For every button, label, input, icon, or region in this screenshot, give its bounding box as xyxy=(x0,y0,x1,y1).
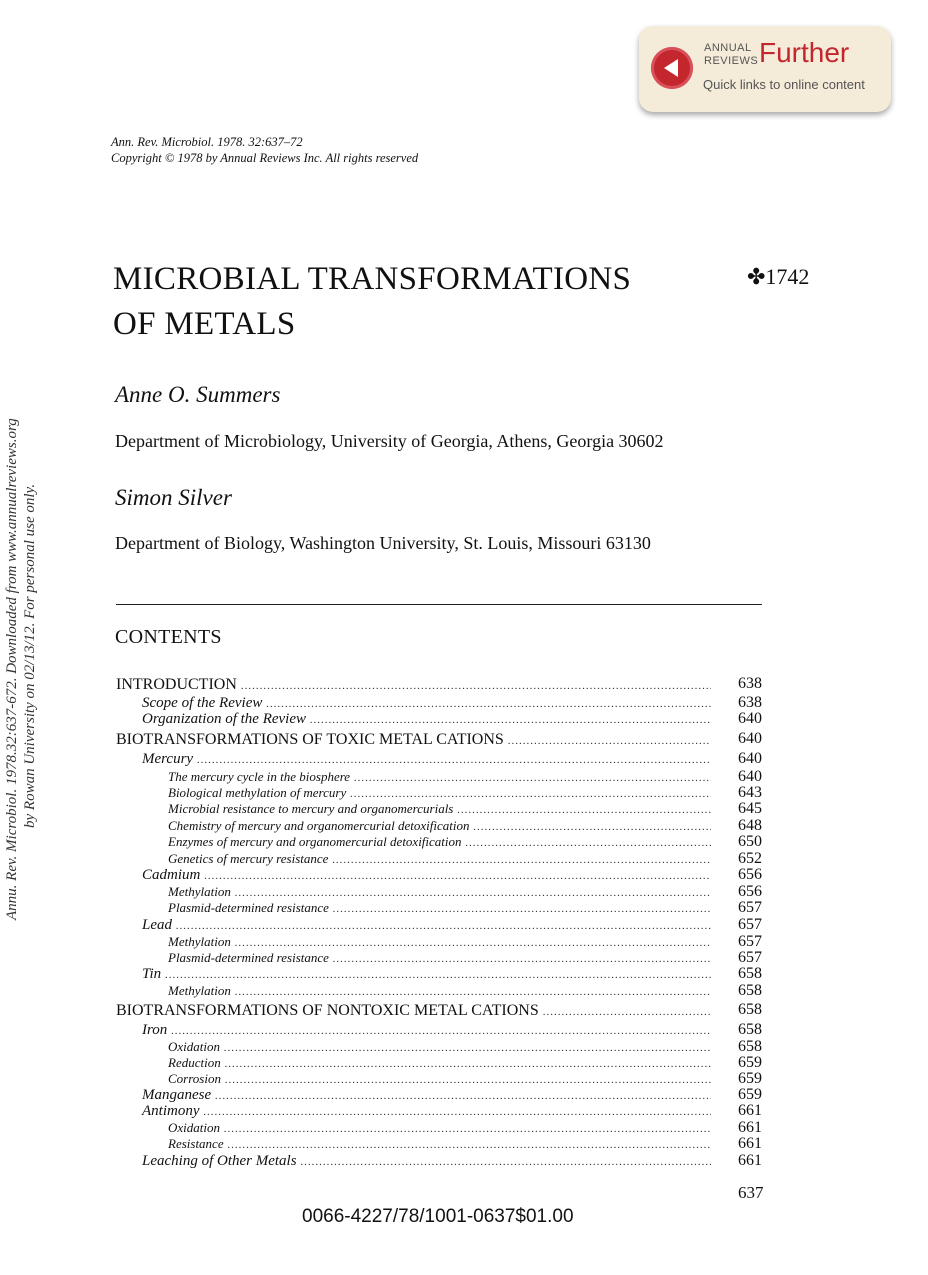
further-tagline: Quick links to online content xyxy=(703,77,865,92)
toc-leader-dots xyxy=(225,1059,711,1070)
toc-entry-title: Reduction xyxy=(168,1055,221,1070)
toc-entry xyxy=(142,1087,715,1104)
toc-entry xyxy=(168,1055,715,1071)
title-line1: MICROBIAL TRANSFORMATIONS xyxy=(113,261,632,297)
toc-entry-title: The mercury cycle in the biosphere xyxy=(168,769,351,784)
toc-page-number: 658 xyxy=(738,982,762,999)
toc-entry xyxy=(168,934,715,950)
contents-heading: CONTENTS xyxy=(115,626,222,648)
toc-leader-dots xyxy=(301,1157,711,1168)
citation-line1: Ann. Rev. Microbiol. 1978. 32:637–72 xyxy=(111,135,303,149)
toc-entry xyxy=(168,818,715,834)
toc-leader-dots xyxy=(508,736,711,747)
toc-page-number: 657 xyxy=(738,949,762,966)
toc-leader-dots xyxy=(197,755,711,766)
toc-entry xyxy=(142,917,715,934)
download-notice xyxy=(0,0,60,1275)
toc-leader-dots xyxy=(333,954,711,965)
toc-entry-title: Corrosion xyxy=(168,1071,221,1086)
issn-line: 0066-4227/78/1001-0637$01.00 xyxy=(302,1206,574,1227)
toc-entry-title: Manganese xyxy=(142,1087,212,1103)
toc-entry xyxy=(168,1136,715,1152)
toc-leader-dots xyxy=(235,888,711,899)
toc-entry-title: Methylation xyxy=(168,983,231,998)
toc-entry-title: Enzymes of mercury and organomercurial detoxification xyxy=(168,834,462,849)
toc-leader-dots xyxy=(224,1043,711,1054)
toc-entry-title: BIOTRANSFORMATIONS OF NONTOXIC METAL CATIONS xyxy=(116,1002,539,1019)
toc-page-number: 638 xyxy=(738,694,762,711)
toc-page-number: 659 xyxy=(738,1054,762,1071)
toc-entry-title: Oxidation xyxy=(168,1120,220,1135)
toc-page-number: 661 xyxy=(738,1119,762,1136)
toc-leader-dots xyxy=(310,715,711,726)
toc-page-number: 640 xyxy=(738,768,762,785)
toc-leader-dots xyxy=(241,681,711,692)
toc-page-number: 645 xyxy=(738,800,762,817)
toc-leader-dots xyxy=(225,1075,711,1086)
article-code: ✤1742 xyxy=(747,264,810,289)
toc-leader-dots xyxy=(473,822,711,833)
toc-entry xyxy=(142,1103,715,1120)
toc-page-number: 659 xyxy=(738,1086,762,1103)
further-label: Further xyxy=(759,37,850,68)
toc-entry xyxy=(142,751,715,768)
toc-leader-dots xyxy=(543,1007,711,1018)
toc-page-number: 661 xyxy=(738,1152,762,1169)
toc-entry xyxy=(142,966,715,983)
title-line2: OF METALS xyxy=(113,306,296,342)
toc-page-number: 658 xyxy=(738,1038,762,1055)
toc-entry-title: Plasmid-determined resistance xyxy=(168,900,329,915)
toc-leader-dots xyxy=(466,838,711,849)
toc-entry-title: Methylation xyxy=(168,884,231,899)
toc-page-number: 643 xyxy=(738,784,762,801)
author-name: Simon Silver xyxy=(115,485,232,510)
toc-page-number: 652 xyxy=(738,850,762,867)
toc-entry-title: Microbial resistance to mercury and organomercurials xyxy=(168,801,454,816)
toc-page-number: 657 xyxy=(738,916,762,933)
toc-entry xyxy=(168,769,715,785)
toc-entry xyxy=(168,1071,715,1087)
toc-entry-title: INTRODUCTION xyxy=(116,676,237,693)
toc-leader-dots xyxy=(457,805,711,816)
toc-entry xyxy=(168,834,715,850)
toc-entry-title: Oxidation xyxy=(168,1039,220,1054)
toc-leader-dots xyxy=(171,1026,711,1037)
toc-leader-dots xyxy=(235,987,711,998)
toc-entry xyxy=(142,695,715,712)
toc-page-number: 656 xyxy=(738,883,762,900)
toc-entry xyxy=(168,1120,715,1136)
toc-entry-title: Organization of the Review xyxy=(142,711,307,727)
toc-leader-dots xyxy=(354,773,711,784)
toc-entry xyxy=(168,983,715,999)
toc-entry xyxy=(116,731,715,749)
toc-page-number: 661 xyxy=(738,1135,762,1152)
toc-leader-dots xyxy=(235,938,711,949)
toc-entry xyxy=(168,785,715,801)
toc-leader-dots xyxy=(165,970,711,981)
toc-entry xyxy=(142,1153,715,1170)
author-affiliation: Department of Biology, Washington University, St. Louis, Missouri 63130 xyxy=(115,533,651,553)
toc-page-number: 648 xyxy=(738,817,762,834)
toc-entry xyxy=(142,1022,715,1039)
toc-page-number: 659 xyxy=(738,1070,762,1087)
toc-page-number: 658 xyxy=(738,965,762,982)
toc-entry xyxy=(142,711,715,728)
toc-entry xyxy=(168,900,715,916)
toc-leader-dots xyxy=(332,855,711,866)
toc-leader-dots xyxy=(350,789,711,800)
page-number: 637 xyxy=(738,1183,764,1202)
toc-page-number: 640 xyxy=(738,750,762,767)
toc-leader-dots xyxy=(204,871,711,882)
toc-entry-title: Lead xyxy=(142,917,172,933)
toc-page-number: 658 xyxy=(738,1021,762,1038)
toc-entry-title: Plasmid-determined resistance xyxy=(168,950,329,965)
toc-leader-dots xyxy=(228,1140,711,1151)
toc-entry-title: Antimony xyxy=(142,1103,200,1119)
reviews-label: REVIEWS xyxy=(704,55,759,67)
download-notice-line2: by Rowan University on 02/13/12. For personal use only. xyxy=(22,483,38,828)
toc-entry-title: Cadmium xyxy=(142,867,201,883)
toc-entry xyxy=(168,950,715,966)
download-notice-line1: Annu. Rev. Microbiol. 1978.32:637-672. Downloaded from www.annualreviews.org xyxy=(4,418,20,920)
toc-entry xyxy=(168,884,715,900)
toc-leader-dots xyxy=(333,904,711,915)
toc-entry-title: Chemistry of mercury and organomercurial detoxification xyxy=(168,818,470,833)
toc-entry-title: Methylation xyxy=(168,934,231,949)
author-name: Anne O. Summers xyxy=(115,382,281,407)
annual-label: ANNUAL xyxy=(704,42,752,54)
back-arrow-icon xyxy=(651,47,693,89)
toc-entry xyxy=(116,1002,715,1020)
toc-page-number: 656 xyxy=(738,866,762,883)
toc-page-number: 657 xyxy=(738,899,762,916)
toc-entry-title: Mercury xyxy=(142,751,194,767)
author-affiliation: Department of Microbiology, University of Georgia, Athens, Georgia 30602 xyxy=(115,431,664,451)
article-title xyxy=(113,257,631,347)
toc-entry-title: Biological methylation of mercury xyxy=(168,785,347,800)
toc-leader-dots xyxy=(266,699,711,710)
toc-entry-title: Genetics of mercury resistance xyxy=(168,851,329,866)
toc-entry-title: Resistance xyxy=(168,1136,224,1151)
toc-entry-title: Tin xyxy=(142,966,162,982)
divider xyxy=(116,604,762,605)
toc-entry xyxy=(142,867,715,884)
citation-line2: Copyright © 1978 by Annual Reviews Inc. All rights reserved xyxy=(111,151,419,165)
toc-entry xyxy=(116,676,715,694)
toc-entry xyxy=(168,851,715,867)
toc-leader-dots xyxy=(215,1091,711,1102)
toc-page-number: 640 xyxy=(738,710,762,727)
toc-entry xyxy=(168,1039,715,1055)
further-badge[interactable] xyxy=(639,26,891,112)
toc-page-number: 657 xyxy=(738,933,762,950)
toc-page-number: 640 xyxy=(738,730,762,747)
toc-leader-dots xyxy=(176,921,711,932)
toc-page-number: 638 xyxy=(738,675,762,692)
toc-leader-dots xyxy=(224,1124,711,1135)
citation xyxy=(111,134,418,166)
toc-page-number: 661 xyxy=(738,1102,762,1119)
toc-entry xyxy=(168,801,715,817)
toc-entry-title: Scope of the Review xyxy=(142,695,263,711)
toc-leader-dots xyxy=(204,1107,712,1118)
toc-entry-title: Iron xyxy=(142,1022,168,1038)
toc-page-number: 650 xyxy=(738,833,762,850)
toc-entry-title: BIOTRANSFORMATIONS OF TOXIC METAL CATIONS xyxy=(116,731,504,748)
toc-entry-title: Leaching of Other Metals xyxy=(142,1153,297,1169)
toc-page-number: 658 xyxy=(738,1001,762,1018)
